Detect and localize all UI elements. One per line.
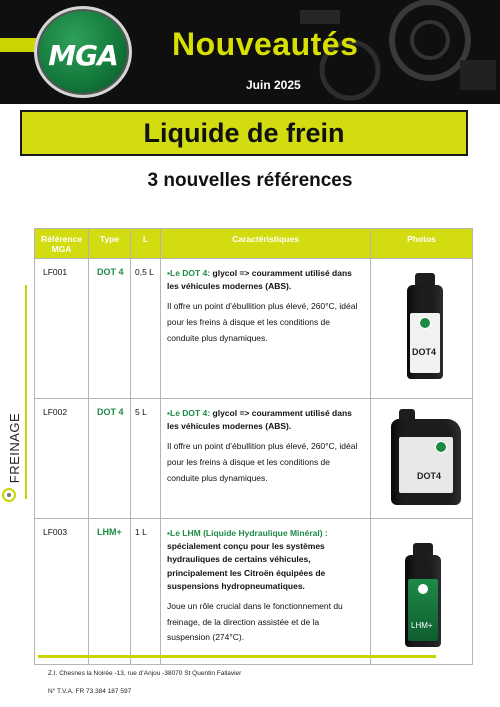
header-banner <box>0 0 500 104</box>
cell-characteristics <box>161 399 371 519</box>
cell-characteristics <box>161 259 371 399</box>
header-date: Juin 2025 <box>246 78 301 92</box>
cell-type: LHM+ <box>89 519 131 665</box>
cell-photo <box>371 259 473 399</box>
lead-highlight: ▪Le DOT 4: <box>167 268 211 278</box>
header-characteristics: Caractéristiques <box>161 229 371 259</box>
brake-icon <box>2 488 16 502</box>
footer-address: Z.I. Chesnes la Noirée -13, rue d’Anjou -38070 St Quentin Fallavier <box>48 670 242 677</box>
lead-rest: glycol => couramment utilisé dans les véhicules modernes (ABS). <box>167 268 352 292</box>
bottle-label: DOT4 <box>412 347 437 357</box>
cell-reference: LF003 <box>35 519 89 665</box>
description-text: Il offre un point d’ébullition plus élevé, 260°C, idéal pour les freins à disque et les conditions de conduite plus dynamiques. <box>167 301 358 343</box>
bottle-label: LHM+ <box>411 621 433 630</box>
lead-highlight: ▪Le LHM (Liquide Hydraulique Minéral) : <box>167 528 328 538</box>
header-title: Nouveautés <box>172 26 359 62</box>
table-row <box>35 399 473 519</box>
lead-rest: glycol => couramment utilisé dans les véhicules modernes (ABS). <box>167 408 352 432</box>
header-reference: Référence MGA <box>35 229 89 259</box>
lead-text <box>167 407 364 433</box>
footer-divider <box>38 655 436 658</box>
header-photos: Photos <box>371 229 473 259</box>
product-photo-small-bottle <box>405 273 445 379</box>
cell-type: DOT 4 <box>89 399 131 519</box>
lead-text <box>167 527 364 593</box>
logo-text: MGA <box>48 39 118 72</box>
product-photo-jerrycan <box>391 409 461 505</box>
side-tab-label: FREINAGE <box>7 412 22 484</box>
lead-text <box>167 267 364 293</box>
lead-highlight: ▪Le DOT 4: <box>167 408 211 418</box>
table-header-row <box>35 229 473 259</box>
cell-volume: 0,5 L <box>131 259 161 399</box>
cell-photo <box>371 519 473 665</box>
mga-logo <box>34 6 132 98</box>
bottle-label: DOT4 <box>417 471 442 481</box>
table-row <box>35 259 473 399</box>
cell-volume: 1 L <box>131 519 161 665</box>
header-type: Type <box>89 229 131 259</box>
cell-reference: LF002 <box>35 399 89 519</box>
cell-characteristics <box>161 519 371 665</box>
cell-reference: LF001 <box>35 259 89 399</box>
header-volume: L <box>131 229 161 259</box>
page-title: Liquide de frein <box>20 110 468 156</box>
product-table <box>34 228 473 665</box>
side-tab-line <box>25 285 27 499</box>
cell-type: DOT 4 <box>89 259 131 399</box>
cell-volume: 5 L <box>131 399 161 519</box>
lead-rest: spécialement conçu pour les systèmes hydrauliques de certains véhicules, principalement les Citroën équipées de suspensions hydropneumatiques. <box>167 541 326 591</box>
page-subtitle: 3 nouvelles références <box>147 170 353 191</box>
cell-photo <box>371 399 473 519</box>
product-photo-lhm-bottle <box>403 543 443 647</box>
description-text: Il offre un point d’ébullition plus élevé, 260°C, idéal pour les freins à disque et les conditions de conduite plus dynamiques. <box>167 441 358 483</box>
description-text: Joue un rôle crucial dans le fonctionnement du freinage, de la direction assistée et de la suspension (274°C). <box>167 600 343 643</box>
table-row <box>35 519 473 665</box>
footer-vat-number: N° T.V.A. FR 73 384 187 597 <box>48 688 132 695</box>
